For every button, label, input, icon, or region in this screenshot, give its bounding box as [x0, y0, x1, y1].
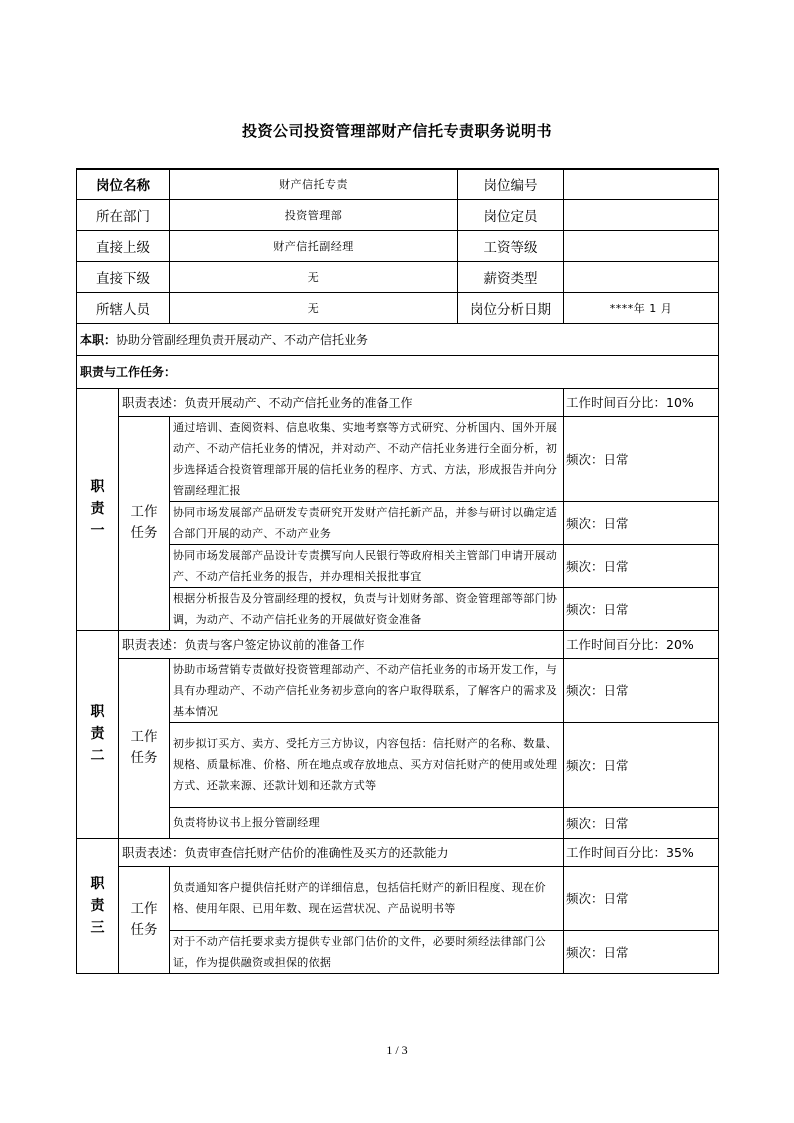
value-position-name: 财产信托专责: [170, 169, 458, 199]
duty-3-label: [77, 838, 119, 973]
task-frequency: 频次：日常: [564, 866, 719, 930]
duty-1-task-2: [77, 501, 719, 544]
info-row-staff: [77, 292, 719, 323]
duty-2-desc-row: [77, 630, 719, 658]
task-label-line: 工作: [130, 900, 158, 917]
task-text: 协助市场营销专责做好投资管理部动产、不动产信托业务的市场开发工作，与具有办理动产、不动产信托业务初步意向的客户取得联系，了解客户的需求及基本情况: [170, 658, 564, 722]
benzhi-text: 协助分管副经理负责开展动产、不动产信托业务: [116, 332, 369, 347]
duty-3-label-char: 三: [90, 919, 105, 936]
label-department: 所在部门: [77, 199, 170, 230]
duty-desc-key: 职责表述：: [122, 395, 185, 410]
duty-3-label-char: 责: [90, 897, 105, 914]
duty-desc-key: 职责表述：: [122, 637, 185, 652]
task-frequency: 频次：日常: [564, 807, 719, 838]
value-supervisor: 财产信托副经理: [170, 230, 458, 261]
duty-1-task-label: [119, 416, 170, 630]
value-headcount: [564, 199, 719, 230]
label-salary-type: 薪资类型: [458, 261, 564, 292]
duty-3-description: [119, 838, 564, 866]
task-frequency: 频次：日常: [564, 722, 719, 807]
duty-3-desc-row: [77, 838, 719, 866]
value-analysis-date: ****年 1 月: [564, 292, 719, 323]
page-number: 1 / 3: [386, 1043, 408, 1057]
task-text: 协同市场发展部产品设计专责撰写向人民银行等政府相关主管部门申请开展动产、不动产信托业务的报告，并办理相关报批事宜: [170, 544, 564, 587]
duty-desc-text: 负责与客户签定协议前的准备工作: [184, 638, 365, 652]
duty-3-task-2: [77, 930, 719, 973]
document-title: 投资公司投资管理部财产信托专责职务说明书: [241, 122, 552, 140]
duty-desc-text: 负责开展动产、不动产信托业务的准备工作: [184, 396, 413, 410]
value-salary-type: [564, 261, 719, 292]
label-position-name: 岗位名称: [77, 169, 170, 199]
task-frequency: 频次：日常: [564, 416, 719, 501]
duty-desc-text: 负责审查信托财产估价的准确性及买方的还款能力: [184, 846, 449, 860]
task-text: 协同市场发展部产品研发专责研究开发财产信托新产品，并参与研讨以确定适合部门开展的动产、不动产业务: [170, 501, 564, 544]
duty-2-label-char: 责: [90, 726, 105, 742]
value-subordinate: 无: [170, 261, 458, 292]
section-header-row: [77, 355, 719, 388]
task-label-line: 任务: [130, 921, 158, 938]
task-frequency: 频次：日常: [564, 658, 719, 722]
task-frequency: 频次：日常: [564, 501, 719, 544]
task-text: 初步拟订买方、卖方、受托方三方协议，内容包括：信托财产的名称、数量、规格、质量标准、价格、所在地点或存放地点、买方对信托财产的使用或处理方式、还款来源、还款计划和还款方式等: [170, 722, 564, 807]
label-analysis-date: 岗位分析日期: [458, 292, 564, 323]
duty-2-time-percent: 工作时间百分比：20%: [564, 630, 719, 658]
duty-1-label: [77, 388, 119, 630]
job-description-table: [76, 168, 719, 974]
section-header: 职责与工作任务：: [77, 355, 719, 388]
task-text: 对于不动产信托要求卖方提供专业部门估价的文件，必要时须经法律部门公证，作为提供融资或担保的依据: [170, 930, 564, 973]
label-staff: 所辖人员: [77, 292, 170, 323]
duty-2-task-2: [77, 722, 719, 807]
duty-3-task-1: [77, 866, 719, 930]
label-salary-grade: 工资等级: [458, 230, 564, 261]
task-text: 通过培训、查阅资料、信息收集、实地考察等方式研究、分析国内、国外开展动产、不动产信托业务的情况，并对动产、不动产信托业务进行全面分析，初步选择适合投资管理部开展的信托业务的程序、方式、方法，形成报告并向分管副经理汇报: [170, 416, 564, 501]
task-frequency: 频次：日常: [564, 930, 719, 973]
info-row-position-name: [77, 169, 719, 199]
duty-2-label-char: 职: [90, 704, 105, 720]
value-department: 投资管理部: [170, 199, 458, 230]
duty-1-desc-row: [77, 388, 719, 416]
duty-2-task-label: [119, 658, 170, 838]
task-text: 负责将协议书上报分管副经理: [170, 807, 564, 838]
duty-1-label-char: 职: [90, 479, 105, 495]
duty-1-label-char: 责: [90, 501, 105, 517]
duty-1-label-char: 一: [90, 523, 105, 539]
duty-2-label: [77, 630, 119, 838]
duty-2-label-char: 二: [90, 748, 105, 764]
duty-1-description: [119, 388, 564, 416]
duty-2-description: [119, 630, 564, 658]
value-salary-grade: [564, 230, 719, 261]
duty-2-task-1: [77, 658, 719, 722]
duty-1-time-percent: 工作时间百分比：10%: [564, 388, 719, 416]
benzhi-row: [77, 323, 719, 355]
task-text: 负责通知客户提供信托财产的详细信息，包括信托财产的新旧程度、现在价格、使用年限、已用年数、现在运营状况、产品说明书等: [170, 866, 564, 930]
duty-2-task-3: [77, 807, 719, 838]
task-text: 根据分析报告及分管副经理的授权，负责与计划财务部、资金管理部等部门协调，为动产、不动产信托业务的开展做好资金准备: [170, 587, 564, 630]
duty-1-task-4: [77, 587, 719, 630]
task-label-line: 任务: [130, 525, 158, 541]
info-row-supervisor: [77, 230, 719, 261]
duty-3-task-label: [119, 866, 170, 973]
label-subordinate: 直接下级: [77, 261, 170, 292]
task-label-line: 工作: [130, 729, 158, 745]
value-staff: 无: [170, 292, 458, 323]
duty-3-time-percent: 工作时间百分比：35%: [564, 838, 719, 866]
value-position-number: [564, 169, 719, 199]
task-frequency: 频次：日常: [564, 587, 719, 630]
info-row-subordinate: [77, 261, 719, 292]
benzhi-label: 本职：: [80, 332, 117, 347]
duty-3-label-char: 职: [90, 875, 105, 892]
label-position-number: 岗位编号: [458, 169, 564, 199]
benzhi-cell: [77, 323, 719, 355]
task-label-line: 工作: [130, 504, 158, 520]
duty-desc-key: 职责表述：: [122, 845, 185, 860]
info-row-department: [77, 199, 719, 230]
duty-1-task-1: [77, 416, 719, 501]
task-label-line: 任务: [130, 750, 158, 766]
label-headcount: 岗位定员: [458, 199, 564, 230]
duty-1-task-3: [77, 544, 719, 587]
task-frequency: 频次：日常: [564, 544, 719, 587]
label-supervisor: 直接上级: [77, 230, 170, 261]
